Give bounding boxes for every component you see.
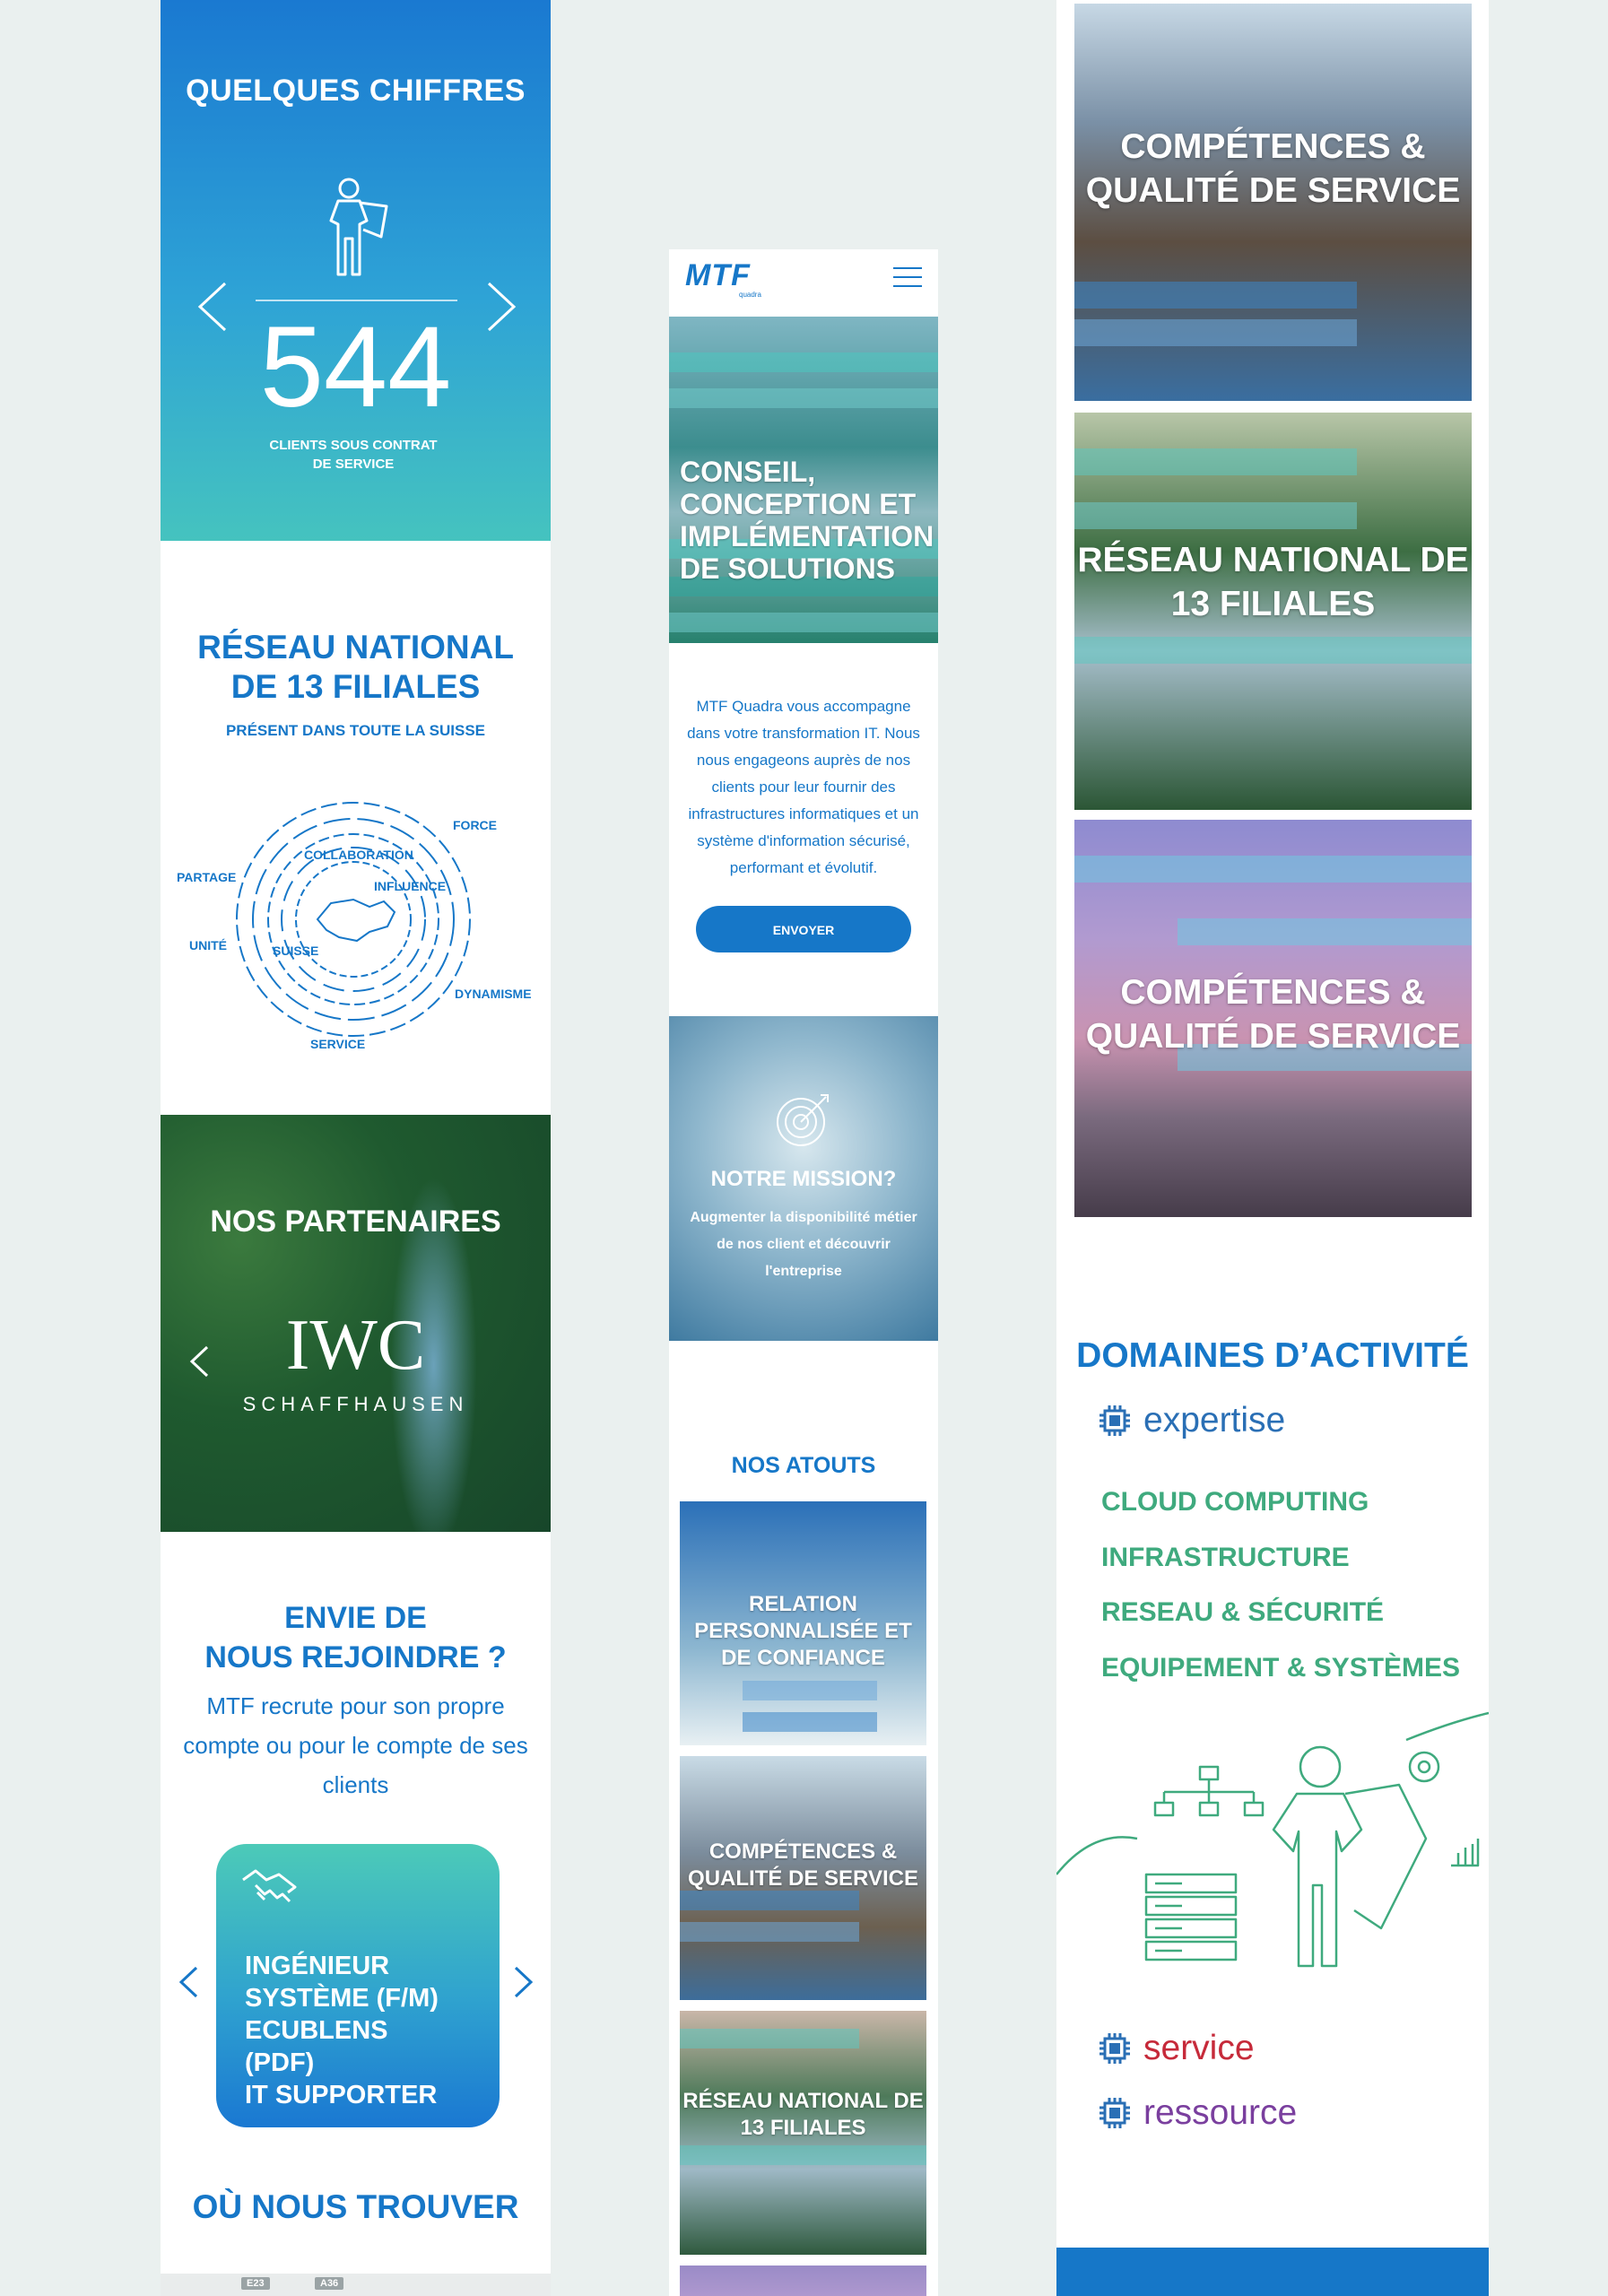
tile-competences-1[interactable] [1074, 4, 1472, 401]
word-partage: PARTAGE [177, 870, 237, 884]
job-offer-text: INGÉNIEUR SYSTÈME (F/M) ECUBLENS (PDF) IT SUPPORTER [245, 1952, 439, 2109]
mtf-logo[interactable] [685, 260, 766, 305]
intro-text: MTF Quadra vous accompagne dans votre transformation IT. Nous nous engageons auprès de nos clients pour leur fournir des infrastructures informatiques et un système d'information sécurisé, performant et évolutif. [687, 698, 920, 876]
atout-tile-competences[interactable] [680, 1756, 926, 2000]
recruit-text: MTF recrute pour son propre compte ou pour le compte de ses clients [183, 1692, 528, 1798]
map-road-badge-a36: A36 [315, 2277, 343, 2290]
word-force: FORCE [453, 818, 497, 832]
mtf-logo-subtext: quadra [739, 291, 761, 299]
brand-ressource[interactable] [1097, 2093, 1297, 2133]
atout-tile-next[interactable] [680, 2266, 926, 2296]
footer-bar [1056, 2248, 1489, 2296]
atout-tile-reseau-title: RÉSEAU NATIONAL DE 13 FILIALES [682, 2089, 924, 2140]
word-collaboration: COLLABORATION [304, 848, 413, 862]
word-dynamisme: DYNAMISME [455, 987, 532, 1001]
location-map[interactable] [161, 2274, 551, 2296]
tile-competences-1-title: COMPÉTENCES & QUALITÉ DE SERVICE [1085, 127, 1461, 210]
chiffres-divider [256, 300, 457, 301]
iwc-logo-subtitle: SCHAFFHAUSEN [242, 1393, 469, 1415]
domain-reseau[interactable]: RESEAU & SÉCURITÉ [1101, 1597, 1385, 1627]
mission-section [669, 1016, 938, 1341]
brand-service[interactable] [1097, 2029, 1255, 2068]
left-phone-screen [161, 0, 551, 2296]
mtf-logo-text: MTF [685, 258, 751, 292]
domain-equipement[interactable]: EQUIPEMENT & SYSTÈMES [1101, 1653, 1461, 1683]
hamburger-menu-icon[interactable] [893, 267, 922, 289]
hero-banner [669, 317, 938, 643]
word-suisse: SUISSE [273, 944, 319, 958]
handshake-icon [239, 1862, 302, 1916]
tile-competences-2-title: COMPÉTENCES & QUALITÉ DE SERVICE [1085, 973, 1461, 1056]
tile-reseau[interactable] [1074, 413, 1472, 810]
it-superhero-illustration [1056, 1704, 1489, 1982]
tile-reseau-title: RÉSEAU NATIONAL DE 13 FILIALES [1077, 541, 1469, 623]
brand-expertise-label: expertise [1143, 1401, 1286, 1439]
clients-count-label: CLIENTS SOUS CONTRAT DE SERVICE [269, 438, 438, 472]
job-offer-card[interactable] [216, 1844, 500, 2127]
domain-cloud[interactable]: CLOUD COMPUTING [1101, 1487, 1369, 1517]
atout-tile-competences-title: COMPÉTENCES & QUALITÉ DE SERVICE [688, 1839, 918, 1891]
brand-expertise[interactable] [1097, 1401, 1285, 1440]
superhero-icon [313, 178, 394, 278]
hero-banner-title: CONSEIL, CONCEPTION ET IMPLÉMENTATION DE SOLUTIONS [680, 456, 934, 585]
location-title: OÙ NOUS TROUVER [192, 2188, 519, 2225]
middle-phone-screen [669, 249, 938, 2296]
word-unite: UNITÉ [189, 938, 227, 952]
values-circle-diagram [169, 789, 546, 1058]
atouts-title: NOS ATOUTS [731, 1453, 876, 1478]
partenaires-title: NOS PARTENAIRES [210, 1205, 501, 1239]
clients-count: 544 [259, 303, 452, 431]
target-icon [772, 1088, 835, 1151]
tile-competences-2[interactable] [1074, 820, 1472, 1217]
chiffres-section [161, 0, 551, 541]
right-phone-screen [1056, 0, 1489, 2296]
domain-infrastructure[interactable]: INFRASTRUCTURE [1101, 1543, 1350, 1572]
atout-tile-reseau[interactable] [680, 2011, 926, 2255]
atout-tile-relation-title: RELATION PERSONNALISÉE ET DE CONFIANCE [694, 1592, 912, 1670]
iwc-logo[interactable]: IWC [285, 1306, 426, 1385]
domaines-title: DOMAINES D’ACTIVITÉ [1076, 1336, 1469, 1375]
partenaires-section [161, 1115, 551, 1532]
job-next-arrow-icon[interactable] [512, 1964, 535, 2000]
reseau-subtitle: PRÉSENT DANS TOUTE LA SUISSE [225, 722, 486, 739]
mission-text: Augmenter la disponibilité métier de nos client et découvrir l'entreprise [690, 1210, 917, 1279]
chip-icon [1097, 2031, 1133, 2066]
chiffres-title: QUELQUES CHIFFRES [186, 74, 526, 108]
word-service: SERVICE [310, 1037, 366, 1051]
job-prev-arrow-icon[interactable] [177, 1964, 200, 2000]
mission-title: NOTRE MISSION? [710, 1167, 897, 1191]
atout-tile-relation[interactable] [680, 1501, 926, 1745]
brand-service-label: service [1143, 2029, 1255, 2067]
map-road-badge-e23: E23 [241, 2277, 270, 2290]
envoyer-button[interactable]: ENVOYER [696, 906, 911, 952]
brand-ressource-label: ressource [1143, 2093, 1298, 2132]
word-influence: INFLUENCE [374, 879, 447, 893]
recruit-title: ENVIE DE NOUS REJOINDRE ? [204, 1601, 507, 1674]
reseau-title: RÉSEAU NATIONAL DE 13 FILIALES [197, 629, 514, 705]
chip-icon [1097, 2095, 1133, 2131]
chip-icon [1097, 1403, 1133, 1439]
